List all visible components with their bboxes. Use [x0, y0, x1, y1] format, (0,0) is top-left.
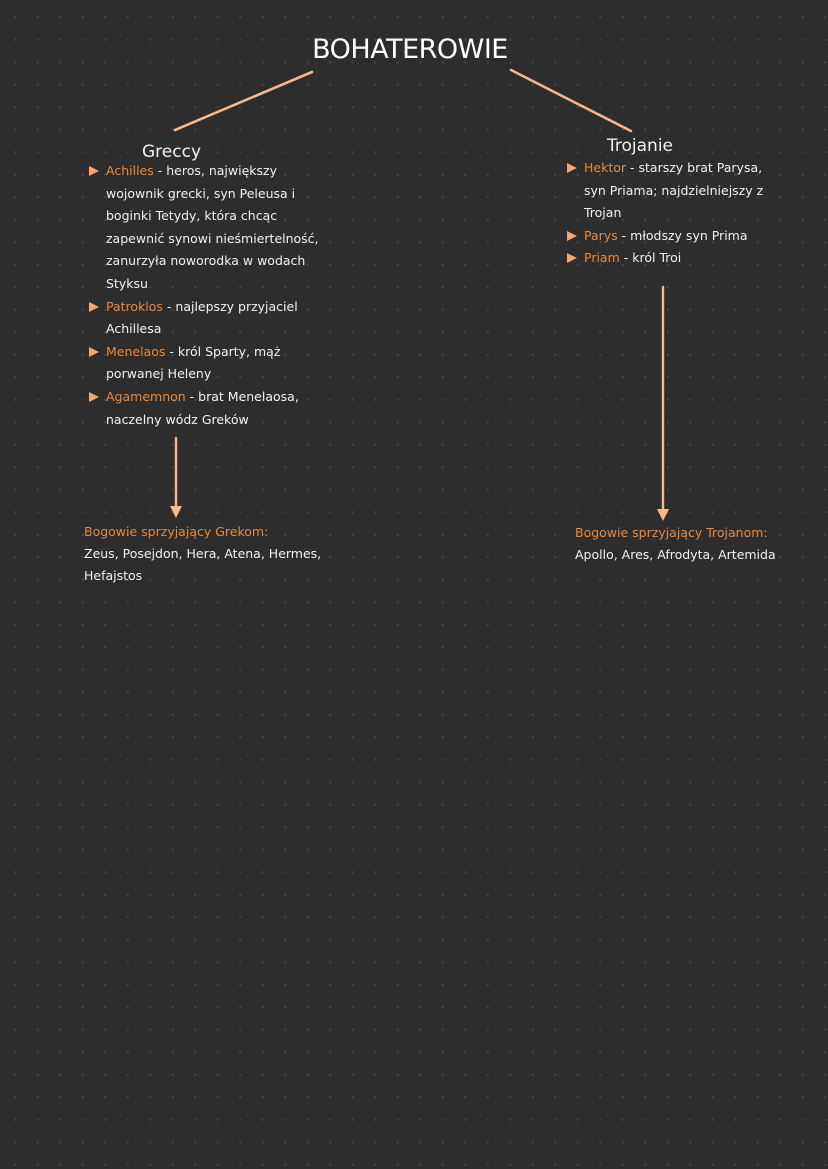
hero-name: Hektor	[584, 160, 627, 175]
trojans-heading: Trojanie	[607, 136, 673, 156]
bullet-arrow-icon	[567, 253, 577, 263]
hero-name: Menelaos	[106, 343, 166, 359]
bullet-arrow-icon	[89, 166, 99, 176]
trojan-gods-block	[575, 522, 795, 566]
hero-description: starszy brat Parysa, syn Priama; najdzielniejszy z Trojan	[584, 160, 764, 221]
hero-item-priam	[566, 247, 786, 270]
bullet-arrow-icon	[89, 302, 99, 312]
dash-separator: -	[630, 160, 635, 175]
hero-description: najlepszy przyjaciel Achillesa	[106, 298, 298, 337]
page-title: BOHATEROWIE	[312, 34, 508, 65]
hero-name: Achilles	[106, 163, 154, 178]
greek-heroes-list	[88, 160, 320, 431]
trojans-to-gods-arrow	[657, 287, 669, 521]
hero-description: król Troi	[632, 250, 682, 266]
hero-name: Priam	[584, 250, 620, 266]
dash-separator: -	[189, 388, 195, 404]
greek-gods-names: Zeus, Posejdon, Hera, Atena, Hermes, Hefajstos	[84, 546, 322, 583]
hero-description: król Sparty, mąż porwanej Heleny	[106, 343, 281, 382]
trojan-gods-label: Bogowie sprzyjający Trojanom:	[575, 525, 768, 540]
hero-name: Parys	[584, 227, 618, 243]
trojan-heroes-list	[566, 157, 786, 270]
hero-item-achilles	[88, 160, 320, 296]
dash-separator: -	[166, 298, 172, 314]
hero-description: młodszy syn Prima	[630, 227, 748, 243]
bullet-arrow-icon	[567, 163, 577, 173]
greeks-heading: Greccy	[142, 142, 202, 162]
hero-item-agamemnon	[88, 386, 320, 431]
hero-name: Patroklos	[106, 298, 163, 314]
greeks-to-gods-arrow	[170, 438, 182, 518]
hero-item-menelaos	[88, 341, 320, 386]
greek-gods-label: Bogowie sprzyjający Grekom:	[84, 524, 269, 539]
bullet-arrow-icon	[89, 392, 99, 402]
hero-description: brat Menelaosa, naczelny wódz Greków	[106, 388, 299, 427]
hero-item-parys	[566, 225, 786, 248]
hero-description: heros, największy wojownik grecki, syn Peleusa i boginki Tetydy, która chcąc zapewnić synowi nieśmiertelność, zanurzyła noworodka w wodach Styksu	[106, 163, 319, 291]
dash-separator: -	[623, 250, 629, 266]
trojan-gods-names: Apollo, Ares, Afrodyta, Artemida	[575, 547, 776, 562]
hero-item-patroklos	[88, 296, 320, 341]
bullet-arrow-icon	[567, 231, 577, 241]
hero-name: Agamemnon	[106, 388, 186, 404]
title-to-trojans-line	[511, 70, 631, 131]
dash-separator: -	[621, 227, 627, 243]
dash-separator: -	[157, 163, 163, 178]
greek-gods-block	[84, 521, 324, 587]
bullet-arrow-icon	[89, 347, 99, 357]
dash-separator: -	[169, 343, 174, 359]
hero-item-hektor	[566, 157, 786, 225]
title-to-greeks-line	[175, 72, 312, 130]
